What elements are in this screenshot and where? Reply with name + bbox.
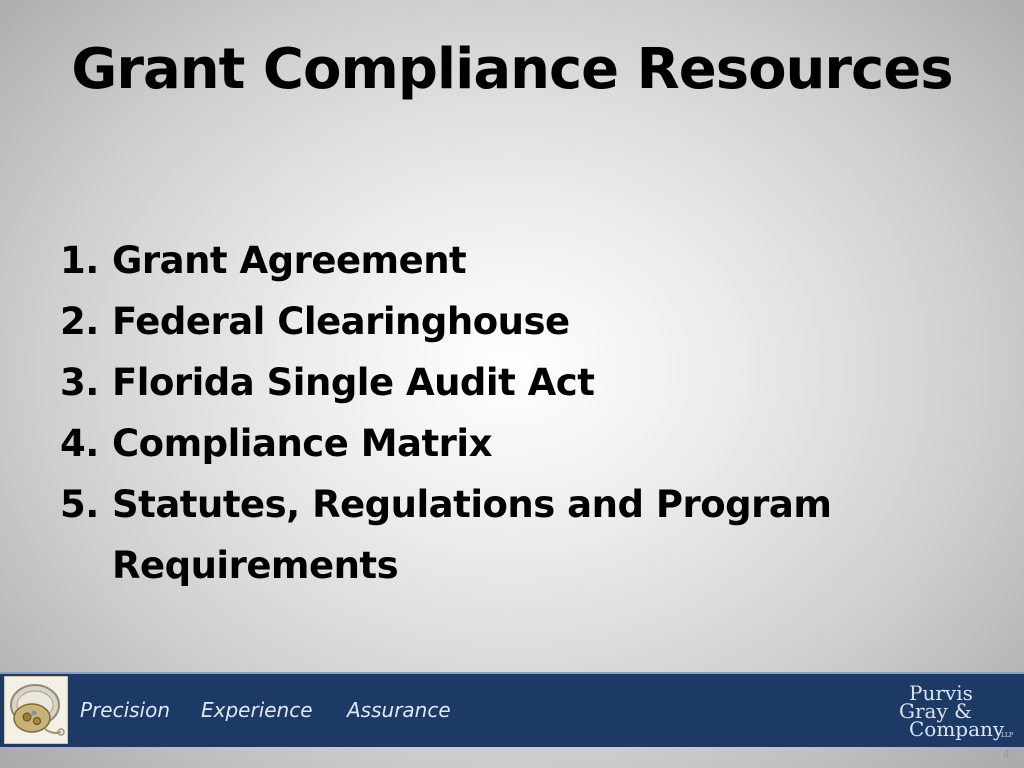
list-item [60,230,960,291]
brand-line-1: Purvis [909,681,973,705]
tagline-experience: Experience [201,698,313,722]
list-item [60,474,960,596]
slide-title: Grant Compliance Resources [71,37,953,102]
list-item-text: Compliance Matrix [112,422,492,465]
footer-bar [0,672,1024,747]
list-item [60,352,960,413]
pocket-watch-icon [4,676,68,744]
list-item-text: Florida Single Audit Act [112,361,595,404]
brand-suffix: LLP [1001,732,1014,739]
tagline-assurance: Assurance [347,698,451,722]
list-item-text: Grant Agreement [112,239,467,282]
list-item-number: 5. [60,483,99,526]
tagline-precision: Precision [80,698,171,722]
brand-line-3: Company [909,717,1005,741]
brand-line-2: Gray & [899,699,972,723]
list-item-number: 3. [60,361,99,404]
list-item [60,291,960,352]
list-item-text: Statutes, Regulations and Program Requirements [112,483,832,587]
list-item-number: 4. [60,422,99,465]
list-item-number: 2. [60,300,99,343]
resource-list [60,230,960,596]
company-logo [895,682,1015,742]
list-item-number: 1. [60,239,99,282]
list-item [60,413,960,474]
page-number: 4 [1003,748,1010,761]
list-item-text: Federal Clearinghouse [112,300,570,343]
